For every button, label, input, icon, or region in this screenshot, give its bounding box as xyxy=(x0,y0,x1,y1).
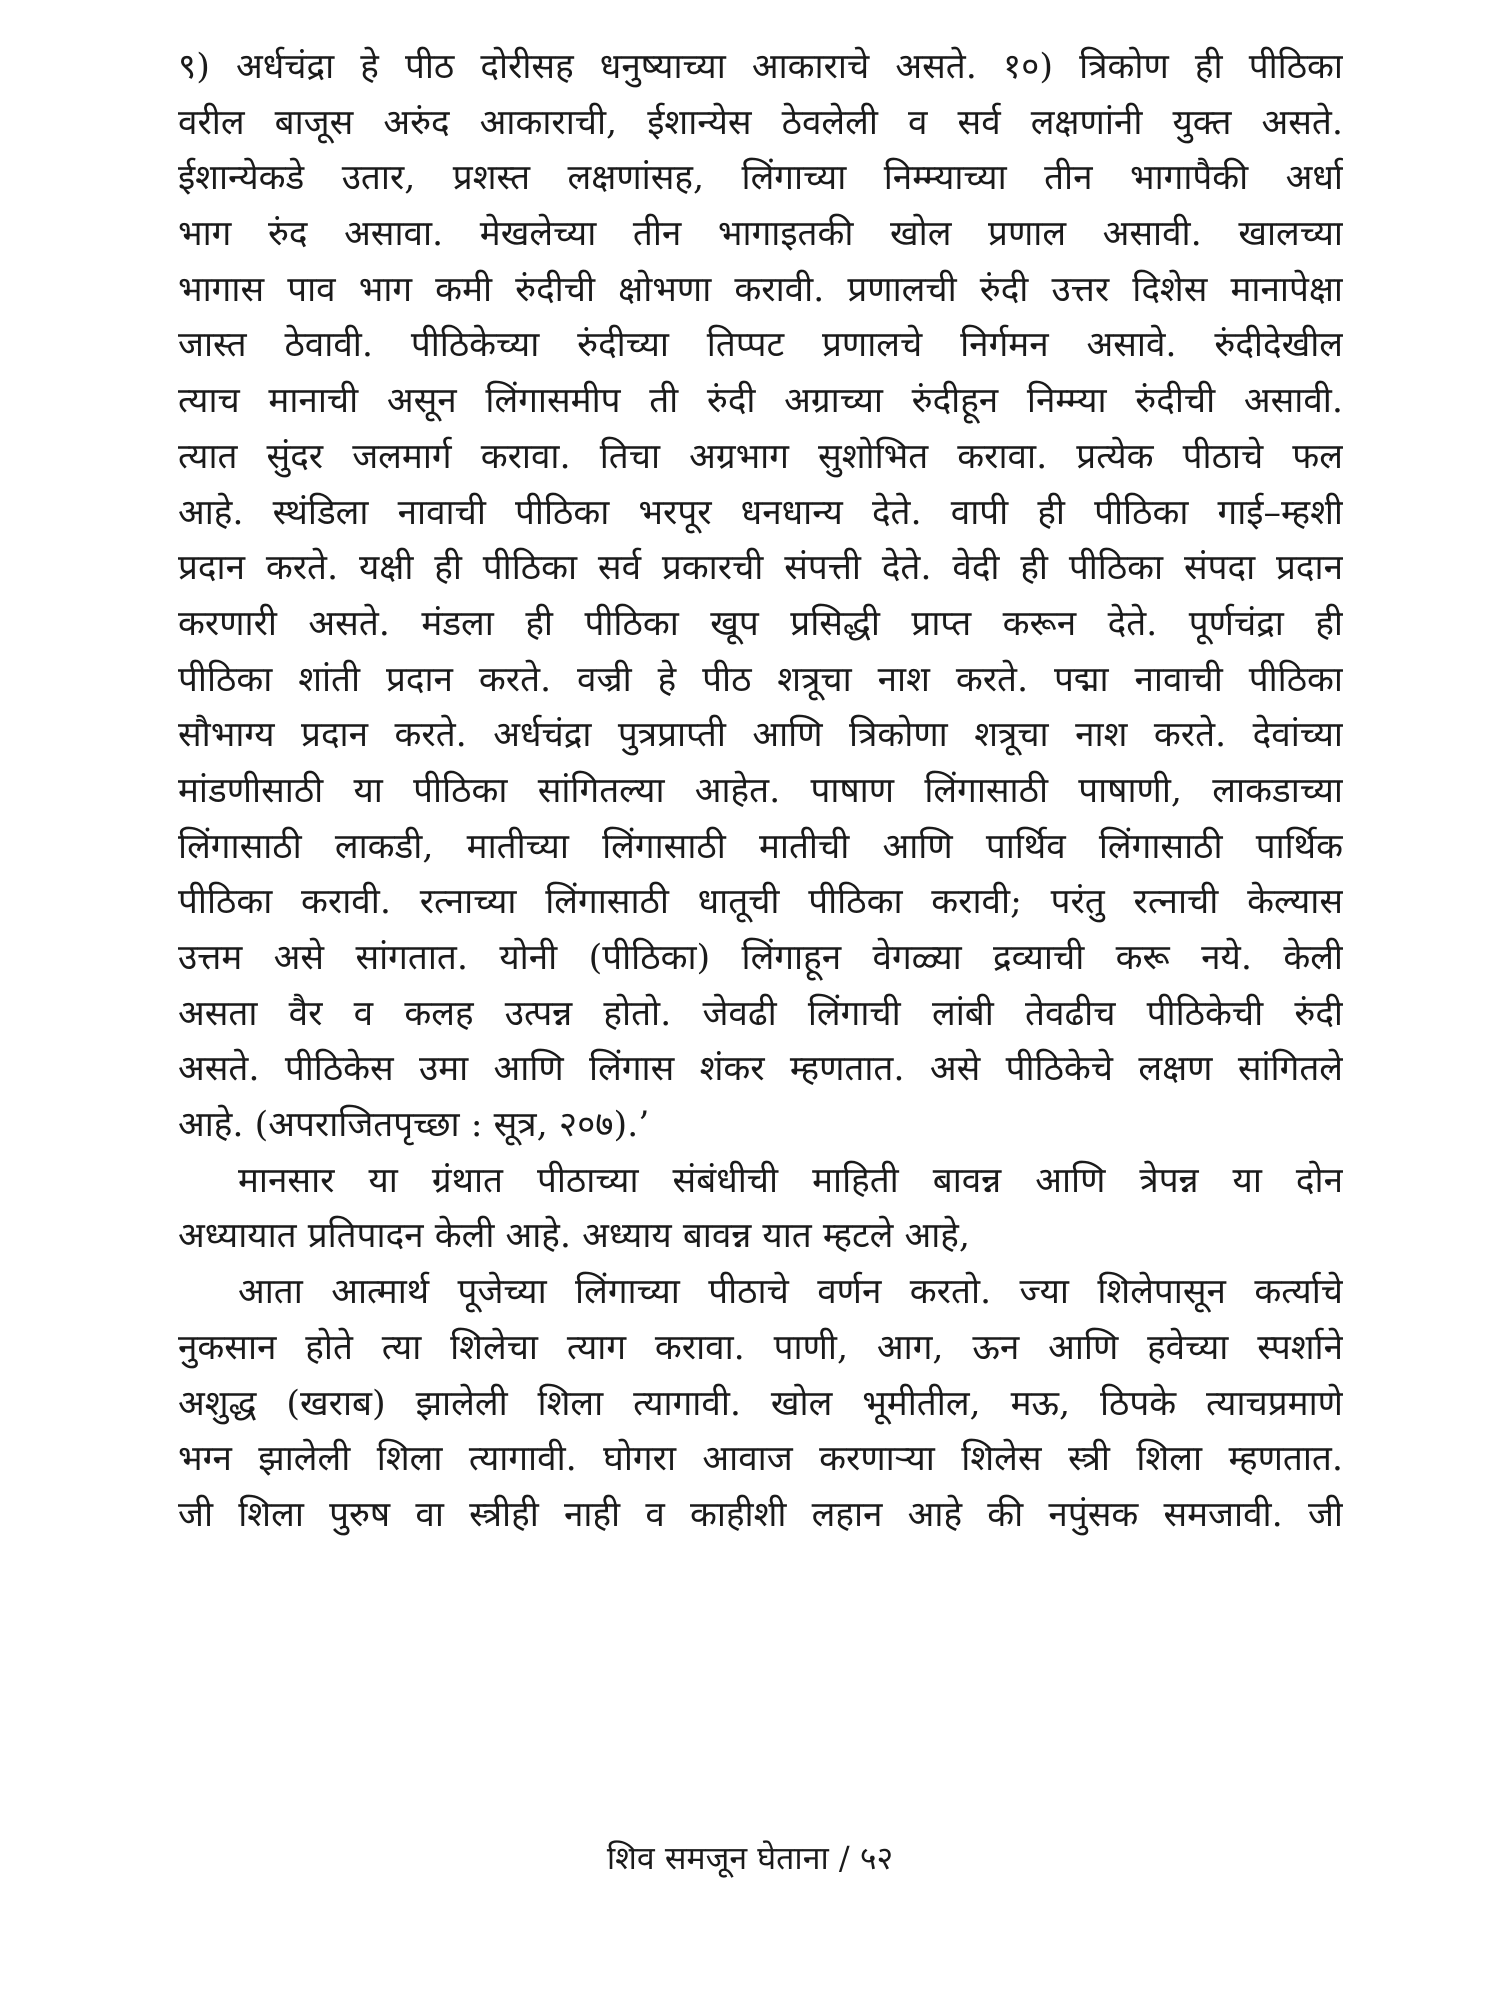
text-line: करणारी असते. मंडला ही पीठिका खूप प्रसिद्धी प्राप्त करून देते. पूर्णचंद्रा ही xyxy=(178,603,1343,644)
text-line: भग्न झालेली शिला त्यागावी. घोगरा आवाज करणाऱ्या शिलेस स्त्री शिला म्हणतात. xyxy=(178,1439,1343,1480)
text-line: आहे. (अपराजितपृच्छा : सूत्र, २०७).’ xyxy=(178,1105,650,1146)
paragraph xyxy=(178,1154,1343,1265)
text-line: पीठिका शांती प्रदान करते. वज्री हे पीठ शत्रूचा नाश करते. पद्मा नावाची पीठिका xyxy=(178,659,1343,700)
text-line: प्रदान करते. यक्षी ही पीठिका सर्व प्रकारची संपत्ती देते. वेदी ही पीठिका संपदा प्रदान xyxy=(178,548,1343,589)
text-line: मांडणीसाठी या पीठिका सांगितल्या आहेत. पाषाण लिंगासाठी पाषाणी, लाकडाच्या xyxy=(178,770,1343,811)
text-line: उत्तम असे सांगतात. योनी (पीठिका) लिंगाहून वेगळ्या द्रव्याची करू नये. केली xyxy=(178,938,1343,978)
text-line: मानसार या ग्रंथात पीठाच्या संबंधीची माहिती बावन्न आणि त्रेपन्न या दोन xyxy=(238,1160,1343,1201)
text-line: ईशान्येकडे उतार, प्रशस्त लक्षणांसह, लिंगाच्या निम्म्याच्या तीन भागापैकी अर्धा xyxy=(178,158,1343,199)
text-line: अध्यायात प्रतिपादन केली आहे. अध्याय बावन्न यात म्हटले आहे, xyxy=(178,1216,970,1257)
text-line: जी शिला पुरुष वा स्त्रीही नाही व काहीशी लहान आहे की नपुंसक समजावी. जी xyxy=(178,1494,1343,1535)
page-body xyxy=(178,40,1343,1544)
text-line: असता वैर व कलह उत्पन्न होतो. जेवढी लिंगाची लांबी तेवढीच पीठिकेची रुंदी xyxy=(178,993,1343,1034)
text-line: भागास पाव भाग कमी रुंदीची क्षोभणा करावी. प्रणालची रुंदी उत्तर दिशेस मानापेक्षा xyxy=(178,269,1343,310)
text-line: आहे. स्थंडिला नावाची पीठिका भरपूर धनधान्य देते. वापी ही पीठिका गाई–म्हशी xyxy=(178,492,1343,533)
text-line: त्यात सुंदर जलमार्ग करावा. तिचा अग्रभाग सुशोभित करावा. प्रत्येक पीठाचे फल xyxy=(178,436,1343,477)
text-line: लिंगासाठी लाकडी, मातीच्या लिंगासाठी मातीची आणि पार्थिव लिंगासाठी पार्थिक xyxy=(178,826,1343,867)
text-line: ९) अर्धचंद्रा हे पीठ दोरीसह धनुष्याच्या आकाराचे असते. १०) त्रिकोण ही पीठिका xyxy=(178,47,1343,87)
text-line: त्याच मानाची असून लिंगासमीप ती रुंदी अग्राच्या रुंदीहून निम्म्या रुंदीची असावी. xyxy=(178,381,1343,422)
page-footer: शिव समजून घेताना / ५२ xyxy=(606,1839,894,1877)
paragraph xyxy=(178,1265,1343,1543)
text-line: भाग रुंद असावा. मेखलेच्या तीन भागाइतकी खोल प्रणाल असावी. खालच्या xyxy=(178,214,1343,255)
paragraph xyxy=(178,40,1343,1154)
text-line: नुकसान होते त्या शिलेचा त्याग करावा. पाणी, आग, ऊन आणि हवेच्या स्पर्शाने xyxy=(178,1327,1343,1368)
text-line: सौभाग्य प्रदान करते. अर्धचंद्रा पुत्रप्राप्ती आणि त्रिकोणा शत्रूचा नाश करते. देवांच्या xyxy=(178,715,1343,756)
text-line: वरील बाजूस अरुंद आकाराची, ईशान्येस ठेवलेली व सर्व लक्षणांनी युक्त असते. xyxy=(178,102,1343,143)
text-line: असते. पीठिकेस उमा आणि लिंगास शंकर म्हणतात. असे पीठिकेचे लक्षण सांगितले xyxy=(178,1049,1343,1090)
text-line: अशुद्ध (खराब) झालेली शिला त्यागावी. खोल भूमीतील, मऊ, ठिपके त्याचप्रमाणे xyxy=(178,1383,1343,1424)
text-line: आता आत्मार्थ पूजेच्या लिंगाच्या पीठाचे वर्णन करतो. ज्या शिलेपासून कर्त्याचे xyxy=(238,1272,1343,1313)
text-line: जास्त ठेवावी. पीठिकेच्या रुंदीच्या तिप्पट प्रणालचे निर्गमन असावे. रुंदीदेखील xyxy=(178,325,1343,366)
text-line: पीठिका करावी. रत्नाच्या लिंगासाठी धातूची पीठिका करावी; परंतु रत्नाची केल्यास xyxy=(178,882,1343,923)
